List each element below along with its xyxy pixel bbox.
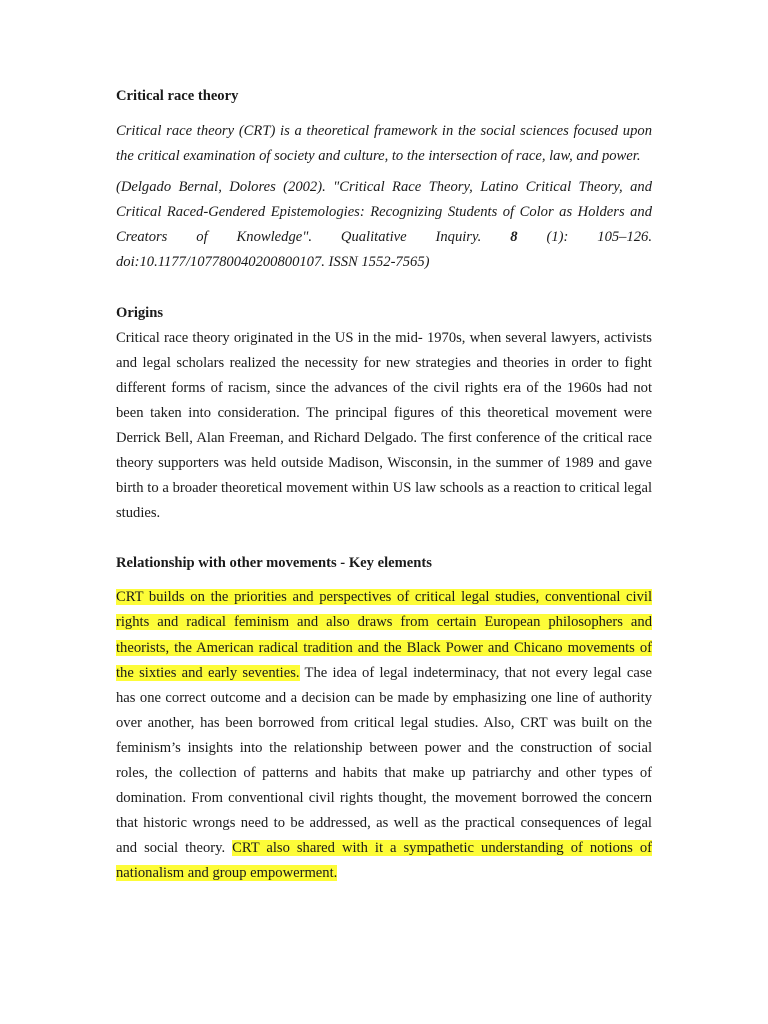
highlighted-text: CRT builds on the priorities and perspectives of critical legal studies, conventional civil rights and radical feminism and also draws from certain European philosophers and theorists, the American radical tradition and the Black Power and Chicano movements of the sixties and early seventies.	[116, 589, 652, 681]
citation-paragraph	[116, 175, 652, 275]
body-text: The idea of legal indeterminacy, that not every legal case has one correct outcome and a decision can be made by emphasizing one line of authority over another, has been borrowed from critical legal studies. Also, CRT was built on the feminism’s insights into the relationship between power and the construction of social roles, the collection of patterns and habits that make up patriarchy and other types of domination. From conventional civil rights thought, the movement borrowed the concern that historic wrongs need to be addressed, as well as the practical consequences of legal and social theory.	[116, 664, 652, 857]
document-body	[116, 84, 652, 886]
citation-text: (Delgado Bernal, Dolores (2002). "Critical Race Theory, Latino Critical Theory, and Critical Raced-Gendered Epistemologies: Recognizing Students of Color as Holders and Creators of Knowledge". Qualitative Inquiry.	[116, 179, 652, 246]
highlighted-text: CRT also shared with it a sympathetic understanding of notions of nationalism and group empowerment.	[116, 840, 652, 882]
section-heading-critical-race-theory: Critical race theory	[116, 88, 239, 104]
section-heading-origins: Origins	[116, 304, 164, 321]
definition-paragraph: Critical race theory (CRT) is a theoretical framework in the social sciences focused upon the critical examination of society and culture, to the intersection of race, law, and power.	[116, 123, 652, 165]
relationship-paragraph	[116, 585, 652, 886]
citation-volume: 8	[510, 229, 518, 246]
origins-paragraph: Critical race theory originated in the US in the mid- 1970s, when several lawyers, activists and legal scholars realized the necessity for new strategies and theories in order to fight different forms of racism, since the advances of the civil rights era of the 1960s had not been taken into consideration. The principal figures of this theoretical movement were Derrick Bell, Alan Freeman, and Richard Delgado. The first conference of the critical race theory supporters was held outside Madison, Wisconsin, in the summer of 1989 and gave birth to a broader theoretical movement within US law schools as a reaction to critical legal studies.	[116, 329, 652, 522]
section-heading-relationship: Relationship with other movements - Key elements	[116, 555, 432, 572]
citation-pages-doi: (1): 105–126. doi:10.1177/107780040200800107. ISSN 1552-7565)	[116, 229, 653, 271]
